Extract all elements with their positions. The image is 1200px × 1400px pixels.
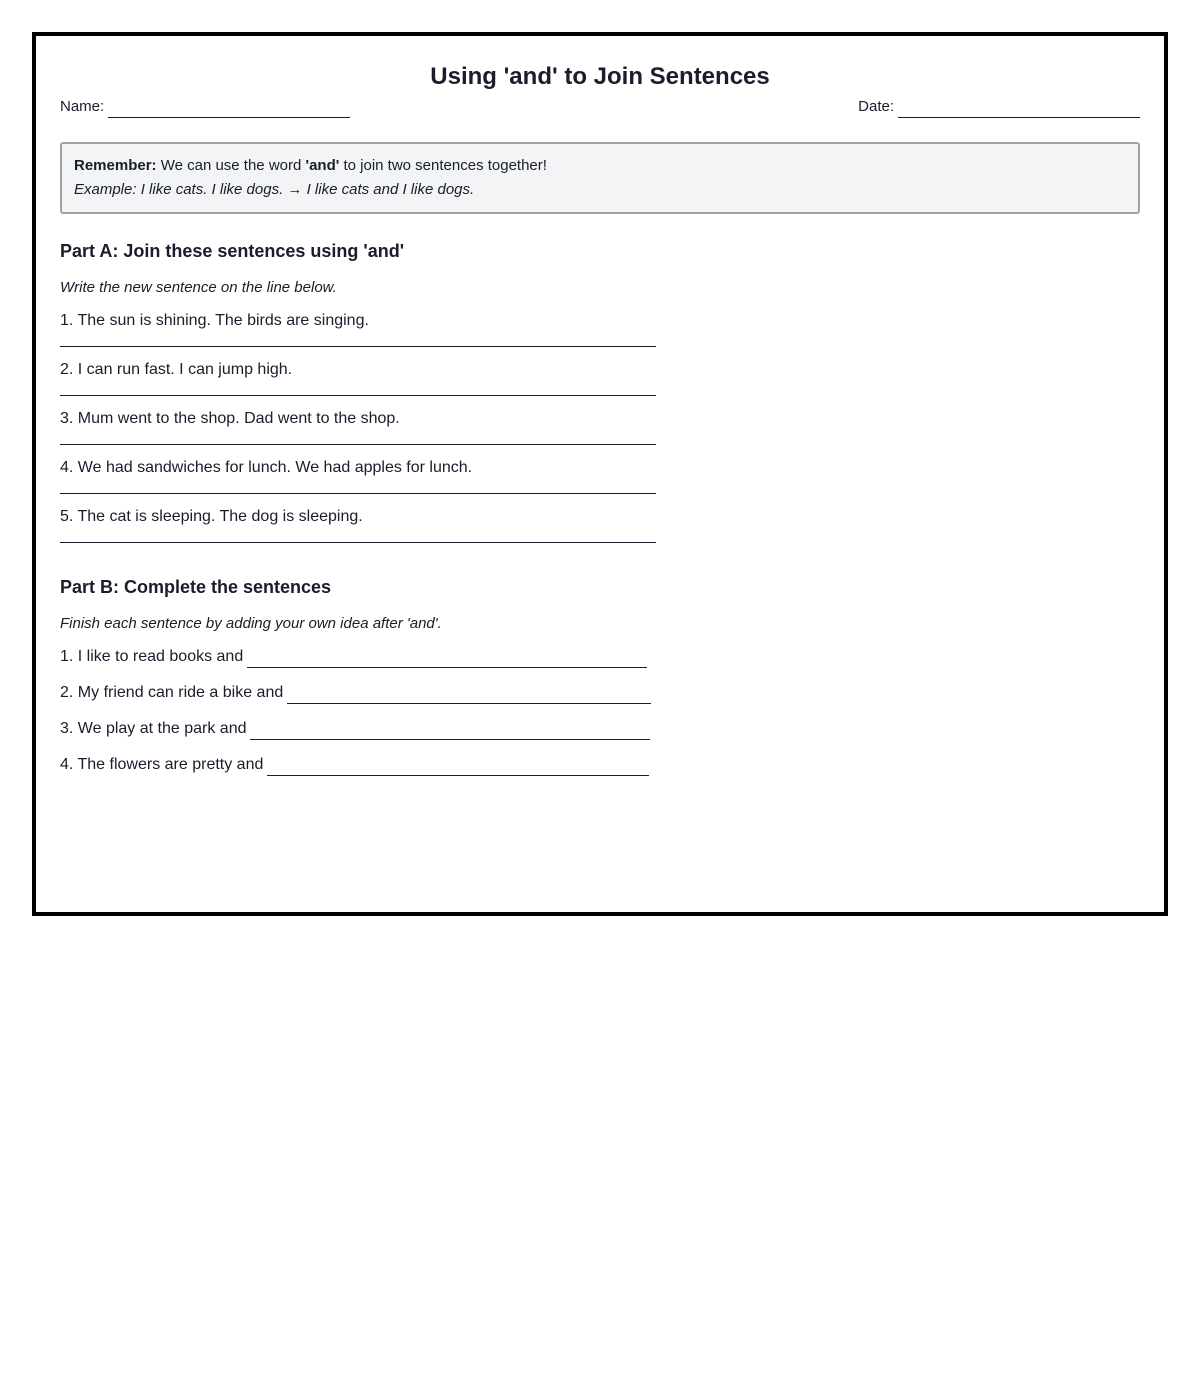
part-a-question-5: 5. The cat is sleeping. The dog is sleeping. (60, 508, 363, 525)
part-b-heading: Part B: Complete the sentences (60, 577, 332, 597)
part-b-prompt-4: 4. The flowers are pretty and (60, 756, 264, 773)
date-label: Date: (858, 98, 894, 115)
part-b-blank-1[interactable] (247, 651, 647, 668)
part-b-prompt-row-2 (60, 682, 1140, 704)
part-b-blank-3[interactable] (250, 723, 650, 740)
part-b-prompt-row-4 (60, 754, 1140, 776)
part-b-prompt-row-3 (60, 718, 1140, 740)
name-field (60, 94, 350, 118)
part-a-question-4: 4. We had sandwiches for lunch. We had apples for lunch. (60, 459, 473, 476)
part-a-answer-line-4[interactable] (60, 479, 656, 494)
remember-example: Example: I like cats. I like dogs. → I like cats and I like dogs. (74, 181, 475, 198)
remember-text (74, 154, 1126, 178)
part-b-prompt-3: 3. We play at the park and (60, 720, 247, 737)
part-b-prompt-row-1 (60, 646, 1140, 668)
part-a-question-3: 3. Mum went to the shop. Dad went to the shop. (60, 410, 400, 427)
remember-text-before: We can use the word (156, 157, 306, 174)
name-date-row (60, 94, 1140, 118)
remember-text-after: to join two sentences together! (339, 157, 547, 174)
worksheet-title: Using 'and' to Join Sentences (430, 63, 770, 90)
name-blank-line[interactable] (108, 101, 350, 118)
part-b-prompt-1: 1. I like to read books and (60, 648, 244, 665)
date-blank-line[interactable] (898, 101, 1140, 118)
part-a-question-2: 2. I can run fast. I can jump high. (60, 361, 293, 378)
part-a-answer-line-3[interactable] (60, 430, 656, 445)
part-b-prompt-2: 2. My friend can ride a bike and (60, 684, 284, 701)
date-field (858, 94, 1140, 118)
part-a-heading: Part A: Join these sentences using 'and' (60, 241, 404, 261)
part-b-blank-2[interactable] (287, 687, 651, 704)
part-b-blank-4[interactable] (267, 759, 649, 776)
remember-keyword: 'and' (305, 157, 340, 174)
part-a-questions (60, 310, 1140, 543)
part-a-answer-line-5[interactable] (60, 528, 656, 543)
part-a-instruction: Write the new sentence on the line below. (60, 279, 337, 296)
name-label: Name: (60, 98, 105, 115)
part-a-question-1: 1. The sun is shining. The birds are singing. (60, 312, 369, 329)
part-b-prompts (60, 646, 1140, 776)
remember-box (60, 142, 1140, 214)
part-b-instruction: Finish each sentence by adding your own idea after 'and'. (60, 615, 442, 632)
remember-label: Remember: (74, 157, 157, 174)
part-a-answer-line-2[interactable] (60, 381, 656, 396)
part-a-answer-line-1[interactable] (60, 332, 656, 347)
worksheet (32, 32, 1168, 916)
